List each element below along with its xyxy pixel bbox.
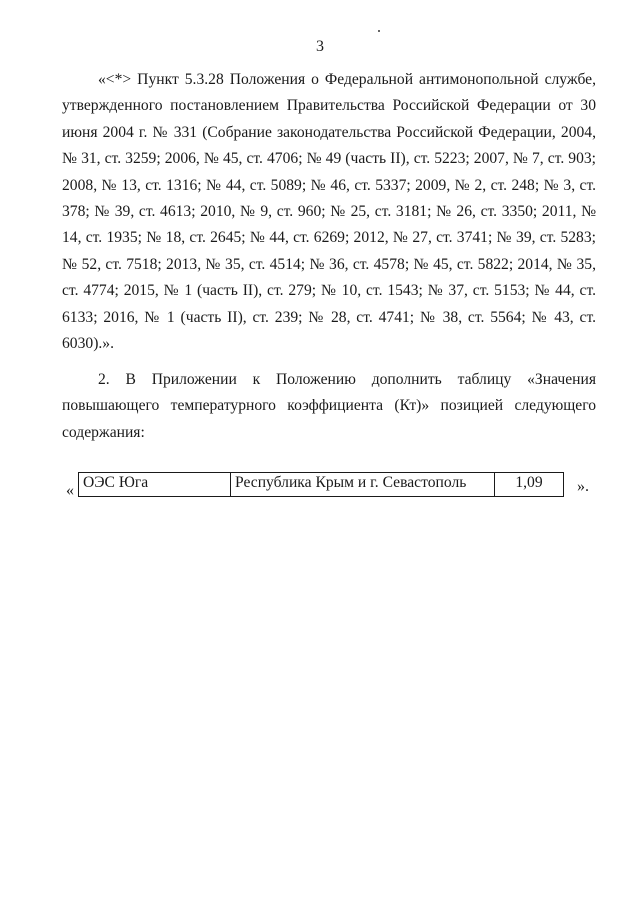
inserted-table-row <box>62 472 602 502</box>
scan-dot <box>378 30 380 32</box>
amendment-paragraph: 2. В Приложении к Положению дополнить таблицу «Значения повышающего температурного коэффициента (Кт)» позицией следующего содержания: <box>62 371 596 441</box>
footnote-paragraph: «<*> Пункт 5.3.28 Положения о Федеральной антимонопольной службе, утвержденного постановлением Правительства Российской Федерации от 30 июня 2004 г. № 331 (Собрание законодательства Российской Федерации, 2004, № 31, ст. 3259; 2006, № 45, ст. 4706; № 49 (часть II), ст. 5223; 2007, № 7, ст. 903; 2008, № 13, ст. 1316; № 44, ст. 5089; № 46, ст. 5337; 2009, № 2, ст. 248; № 3, ст. 378; № 39, ст. 4613; 2010, № 9, ст. 960; № 25, ст. 3181; № 26, ст. 3350; 2011, № 14, ст. 1935; № 18, ст. 2645; № 44, ст. 6269; 2012, № 27, ст. 3741; № 39, ст. 5283; № 52, ст. 7518; 2013, № 35, ст. 4514; № 36, ст. 4578; № 45, ст. 5822; 2014, № 35, ст. 4774; 2015, № 1 (часть II), ст. 279; № 10, ст. 1543; № 37, ст. 5153; № 44, ст. 6133; 2016, № 1 (часть II), ст. 239; № 28, ст. 4741; № 38, ст. 5564; № 43, ст. 6030).». <box>62 71 596 353</box>
cell-energy-system: ОЭС Юга <box>79 473 231 497</box>
cell-region: Республика Крым и г. Севастополь <box>231 473 495 497</box>
table-row <box>79 473 564 497</box>
close-quote: ». <box>577 478 589 495</box>
cell-coefficient: 1,09 <box>495 473 564 497</box>
insert-table <box>78 472 564 497</box>
open-quote: « <box>66 482 74 499</box>
page-number: 3 <box>316 38 324 55</box>
